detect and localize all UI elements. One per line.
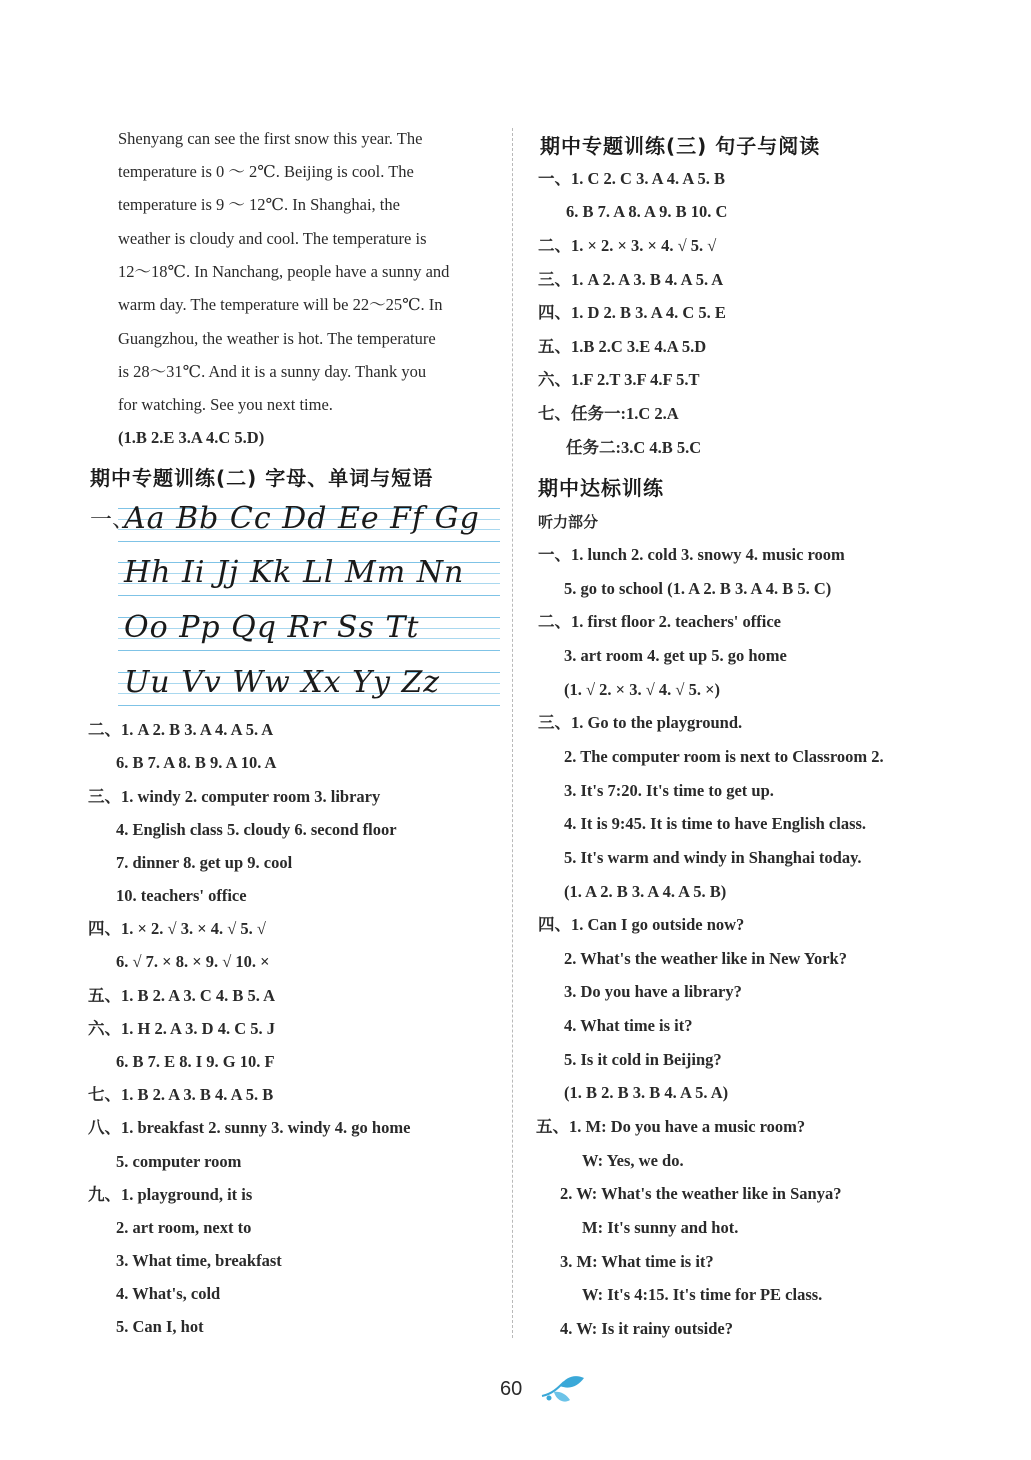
passage-line: is 28～31℃. And it is a sunny day. Thank you	[118, 362, 427, 381]
section-title: 期中专题训练(三) 句子与阅读	[540, 134, 821, 158]
letter-row	[90, 660, 500, 708]
answer-line: 七、任务一:1.C 2.A	[538, 404, 679, 423]
answer-line: 5. Is it cold in Beijing?	[564, 1050, 722, 1069]
answer-line: 4. English class 5. cloudy 6. second floor	[116, 820, 397, 839]
letters-text: Hh Ii Jj Kk Ll Mm Nn	[124, 555, 465, 590]
passage-line: weather is cloudy and cool. The temperature is	[118, 229, 427, 248]
letters-prefix: 一、	[90, 507, 135, 532]
letters-text: Oo Pp Qq Rr Ss Tt	[124, 610, 420, 645]
section-title: 期中专题训练(二) 字母、单词与短语	[90, 466, 434, 490]
answer-line: 3. M: What time is it?	[560, 1252, 714, 1271]
answer-line: 四、1. Can I go outside now?	[538, 915, 745, 934]
passage-answers: (1.B 2.E 3.A 4.C 5.D)	[118, 428, 265, 447]
answer-line: (1. A 2. B 3. A 4. A 5. B)	[564, 882, 727, 901]
answer-line: 七、1. B 2. A 3. B 4. A 5. B	[88, 1085, 274, 1104]
answer-line: 6. B 7. A 8. B 9. A 10. A	[116, 753, 277, 772]
leaf-icon	[540, 1374, 586, 1406]
answer-line: 2. The computer room is next to Classroom 2.	[564, 747, 884, 766]
answer-line: 三、1. A 2. A 3. B 4. A 5. A	[538, 270, 724, 289]
letters-text: Aa Bb Cc Dd Ee Ff Gg	[124, 501, 480, 536]
passage-line: Shenyang can see the first snow this year. The	[118, 129, 423, 148]
answer-line: 2. art room, next to	[116, 1218, 252, 1237]
answer-line: 4. What time is it?	[564, 1016, 693, 1035]
answer-line: W: It's 4:15. It's time for PE class.	[582, 1285, 823, 1304]
passage-line: temperature is 0 ～ 2℃. Beijing is cool. The	[118, 162, 414, 181]
answer-line: 三、1. Go to the playground.	[538, 713, 743, 732]
answer-line: 五、1.B 2.C 3.E 4.A 5.D	[538, 337, 707, 356]
answer-line: 六、1. H 2. A 3. D 4. C 5. J	[88, 1019, 276, 1038]
letters-text: Uu Vv Ww Xx Yy Zz	[124, 665, 441, 700]
letter-row	[90, 605, 500, 653]
answer-line: 3. What time, breakfast	[116, 1251, 282, 1270]
answer-line: 10. teachers' office	[116, 886, 247, 905]
answer-line: 一、1. C 2. C 3. A 4. A 5. B	[538, 169, 726, 188]
answer-line: 八、1. breakfast 2. sunny 3. windy 4. go home	[88, 1118, 411, 1137]
answer-line: 五、1. M: Do you have a music room?	[536, 1117, 806, 1136]
page-number: 60	[500, 1378, 523, 1400]
answer-line: W: Yes, we do.	[582, 1151, 684, 1170]
answer-line: 4. What's, cold	[116, 1284, 221, 1303]
answer-line: 2. What's the weather like in New York?	[564, 949, 847, 968]
answer-line: 任务二:3.C 4.B 5.C	[566, 438, 702, 457]
answer-line: 2. W: What's the weather like in Sanya?	[560, 1184, 842, 1203]
answer-line: 3. art room 4. get up 5. go home	[564, 646, 787, 665]
answer-line: 4. It is 9:45. It is time to have English class.	[564, 814, 867, 833]
answer-line: 6. B 7. A 8. A 9. B 10. C	[566, 202, 728, 221]
passage-line: temperature is 9 ～ 12℃. In Shanghai, the	[118, 195, 400, 214]
answer-line: M: It's sunny and hot.	[582, 1218, 739, 1237]
letter-row	[90, 550, 500, 598]
answer-line: (1. √ 2. × 3. √ 4. √ 5. ×)	[564, 680, 720, 699]
answer-line: 5. computer room	[116, 1152, 242, 1171]
passage-line: Guangzhou, the weather is hot. The temperature	[118, 329, 436, 348]
answer-line: 六、1.F 2.T 3.F 4.F 5.T	[538, 370, 700, 389]
letter-row	[90, 496, 500, 544]
answer-line: 九、1. playground, it is	[88, 1185, 253, 1204]
answer-line: 7. dinner 8. get up 9. cool	[116, 853, 293, 872]
answer-line: 5. go to school (1. A 2. B 3. A 4. B 5. C)	[564, 579, 832, 598]
answer-line: 5. It's warm and windy in Shanghai today.	[564, 848, 862, 867]
answer-line: 5. Can I, hot	[116, 1317, 204, 1336]
answer-line: (1. B 2. B 3. B 4. A 5. A)	[564, 1083, 729, 1102]
answer-line: 四、1. × 2. √ 3. × 4. √ 5. √	[88, 919, 266, 938]
passage-line: for watching. See you next time.	[118, 395, 333, 414]
answer-line: 三、1. windy 2. computer room 3. library	[88, 787, 381, 806]
column-divider	[512, 128, 513, 1338]
answer-line: 二、1. A 2. B 3. A 4. A 5. A	[88, 720, 274, 739]
answer-line: 3. Do you have a library?	[564, 982, 742, 1001]
answer-line: 二、1. first floor 2. teachers' office	[538, 612, 781, 631]
answer-line: 4. W: Is it rainy outside?	[560, 1319, 733, 1338]
subsection-label: 听力部分	[538, 513, 599, 531]
answer-line: 二、1. × 2. × 3. × 4. √ 5. √	[538, 236, 717, 255]
answer-line: 四、1. D 2. B 3. A 4. C 5. E	[538, 303, 726, 322]
answer-line: 6. B 7. E 8. I 9. G 10. F	[116, 1052, 275, 1071]
answer-line: 6. √ 7. × 8. × 9. √ 10. ×	[116, 952, 270, 971]
passage-line: warm day. The temperature will be 22～25℃. In	[118, 295, 443, 314]
answer-line: 3. It's 7:20. It's time to get up.	[564, 781, 774, 800]
answer-line: 五、1. B 2. A 3. C 4. B 5. A	[88, 986, 276, 1005]
passage-line: 12～18℃. In Nanchang, people have a sunny and	[118, 262, 450, 281]
section-title: 期中达标训练	[538, 476, 664, 500]
answer-line: 一、1. lunch 2. cold 3. snowy 4. music room	[538, 545, 845, 564]
